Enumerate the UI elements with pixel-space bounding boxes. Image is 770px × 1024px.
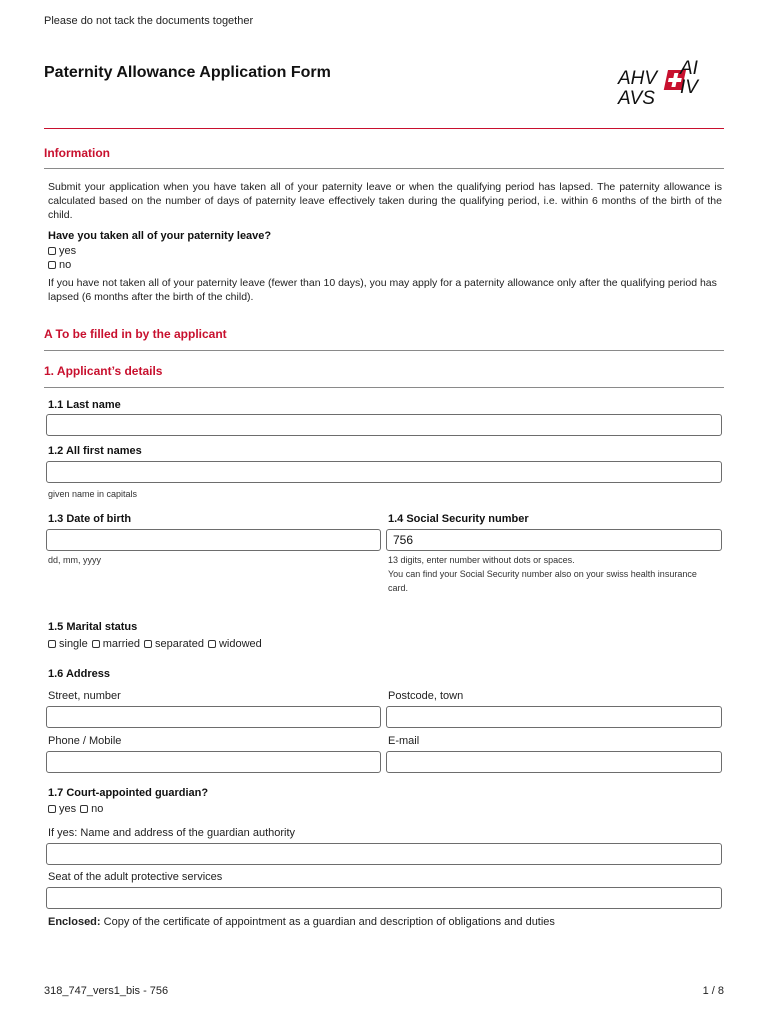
last-name-label: 1.1 Last name <box>48 399 121 411</box>
ahv-ai-logo <box>616 56 706 110</box>
guardian-options <box>48 803 107 815</box>
title-divider <box>44 128 724 129</box>
section-a-heading: A To be filled in by the applicant <box>44 327 227 341</box>
enclosed-note <box>48 916 555 928</box>
seat-input[interactable] <box>46 887 722 909</box>
separated-label: separated <box>155 638 204 650</box>
leave-no-label: no <box>59 259 72 271</box>
email-label: E-mail <box>388 735 420 747</box>
applicant-divider <box>44 387 724 388</box>
street-input[interactable] <box>46 706 381 728</box>
logo-avs-text: AVS <box>618 88 655 109</box>
last-name-input[interactable] <box>46 414 722 436</box>
form-title: Paternity Allowance Application Form <box>44 64 331 81</box>
information-paragraph: Submit your application when you have taken all of your paternity leave or when the qualifying period has lapsed. The paternity allowance is calculated based on the number of days of paternity leave effectively taken during the qualifying period, i.e. within 6 months of the birth of the child. <box>48 181 722 221</box>
ssn-label: 1.4 Social Security number <box>388 513 529 525</box>
postcode-label: Postcode, town <box>388 690 464 702</box>
widowed-label: widowed <box>218 638 262 650</box>
leave-option-no[interactable] <box>48 259 71 271</box>
logo-ai-text: AI <box>680 58 698 79</box>
information-heading: Information <box>44 146 110 160</box>
address-label: 1.6 Address <box>48 668 110 680</box>
guardian-yes-label: yes <box>59 803 77 815</box>
first-names-hint: given name in capitals <box>48 489 138 499</box>
ssn-hint-3: card. <box>388 583 409 593</box>
guardian-no-checkbox[interactable] <box>80 805 88 813</box>
guardian-yes-checkbox[interactable] <box>48 805 56 813</box>
guardian-option-yes[interactable] <box>48 803 76 815</box>
seat-label: Seat of the adult protective services <box>48 871 223 883</box>
marital-options <box>48 638 266 650</box>
guardian-authority-label: If yes: Name and address of the guardian authority <box>48 827 296 839</box>
first-names-label: 1.2 All first names <box>48 445 142 457</box>
leave-note: If you have not taken all of your paternity leave (fewer than 10 days), you may apply for a paternity allowance only after the qualifying period has lapsed (6 months after the birth of the child). <box>48 277 717 303</box>
footer-doc-id: 318_747_vers1_bis - 756 <box>44 985 169 997</box>
leave-question: Have you taken all of your paternity leave? <box>48 230 272 242</box>
first-names-input[interactable] <box>46 461 722 483</box>
separated-checkbox[interactable] <box>144 640 152 648</box>
leave-option-yes[interactable] <box>48 245 76 257</box>
phone-input[interactable] <box>46 751 381 773</box>
guardian-label: 1.7 Court-appointed guardian? <box>48 787 209 799</box>
single-label: single <box>59 638 88 650</box>
guardian-authority-input[interactable] <box>46 843 722 865</box>
phone-label: Phone / Mobile <box>48 735 122 747</box>
dob-label: 1.3 Date of birth <box>48 513 132 525</box>
dob-hint: dd, mm, yyyy <box>48 555 102 565</box>
applicant-heading: 1. Applicant’s details <box>44 364 163 378</box>
email-input[interactable] <box>386 751 722 773</box>
footer-page-number: 1 / 8 <box>702 985 724 997</box>
marital-label: 1.5 Marital status <box>48 621 138 633</box>
leave-yes-checkbox[interactable] <box>48 247 56 255</box>
widowed-checkbox[interactable] <box>208 640 216 648</box>
information-divider <box>44 168 724 169</box>
marital-option-widowed[interactable] <box>208 638 262 650</box>
leave-yes-label: yes <box>59 245 77 257</box>
marital-option-separated[interactable] <box>144 638 204 650</box>
enclosed-bold: Enclosed: <box>48 916 101 928</box>
married-label: married <box>102 638 141 650</box>
ssn-hint-1: 13 digits, enter number without dots or spaces. <box>388 555 575 565</box>
section-a-divider <box>44 350 724 351</box>
logo-ahv-text: AHV <box>618 68 658 89</box>
ssn-hint-2: You can find your Social Security number also on your swiss health insurance <box>388 569 697 579</box>
marital-option-single[interactable] <box>48 638 88 650</box>
leave-no-checkbox[interactable] <box>48 261 56 269</box>
ssn-value: 756 <box>393 533 414 547</box>
postcode-input[interactable] <box>386 706 722 728</box>
street-label: Street, number <box>48 690 121 702</box>
ssn-input[interactable] <box>386 529 722 551</box>
top-note: Please do not tack the documents together <box>44 15 254 27</box>
logo-iv-text: IV <box>680 77 698 98</box>
married-checkbox[interactable] <box>92 640 100 648</box>
marital-option-married[interactable] <box>92 638 140 650</box>
guardian-option-no[interactable] <box>80 803 103 815</box>
enclosed-text: Copy of the certificate of appointment as a guardian and description of obligations and duties <box>100 916 555 928</box>
single-checkbox[interactable] <box>48 640 56 648</box>
dob-input[interactable] <box>46 529 381 551</box>
guardian-no-label: no <box>91 803 104 815</box>
